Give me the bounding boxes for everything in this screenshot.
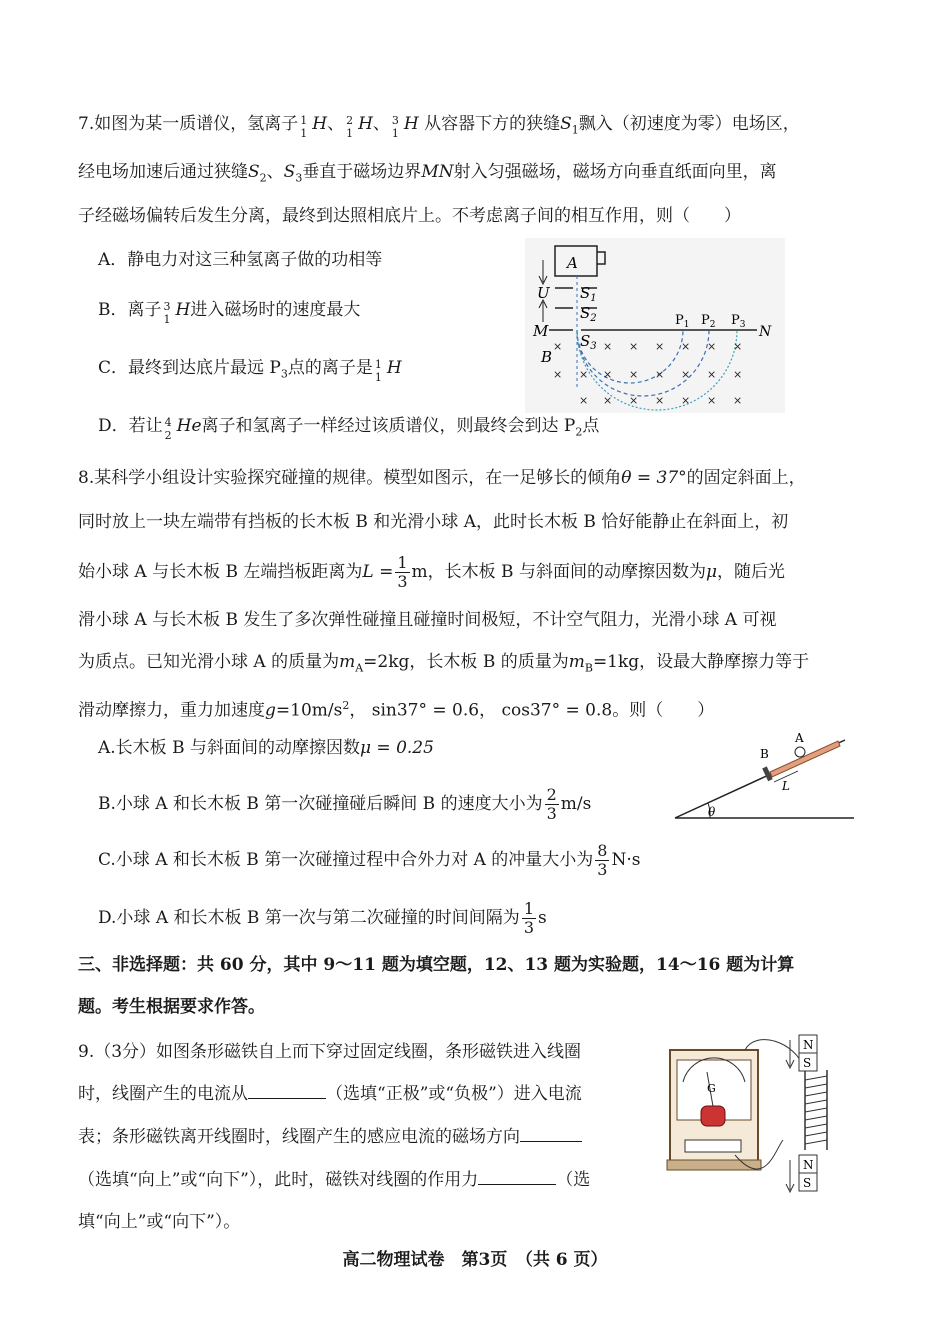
label-a: A [567,254,578,272]
label-b: B [541,348,553,366]
q9-line3: 表；条形磁铁离开线圈时，线圈产生的感应电流的磁场方向 [78,1125,582,1149]
galvanometer-coil-figure [655,1030,855,1200]
svg-text:×: × [603,368,613,381]
coil-icon [805,1070,827,1150]
q8-option-c: C.小球 A 和长木板 B 第一次碰撞过程中合外力对 A 的冲量大小为 $\frac{8}{3}$ N·s [98,841,641,879]
svg-text:×: × [579,394,589,407]
board-b [770,741,840,777]
blank-3[interactable] [478,1168,556,1185]
magnet-bottom-icon [799,1155,817,1191]
label-p2: $P_2$ [701,313,716,330]
svg-text:S: S [803,1176,812,1190]
ball-a [795,747,805,757]
q9-line4: （选填“向上”或“向下”），此时，磁铁对线圈的作用力 （选 [78,1170,591,1190]
blank-2[interactable] [520,1125,582,1142]
svg-text:×: × [603,340,613,353]
ion-h1: 1 1 [300,114,308,140]
q8-line1: 8.某科学小组设计实验探究碰撞的规律。模型如图示，在一足够长的倾角θ = 37°的固定斜面上， [78,468,806,488]
label-p1: $P_1$ [675,313,690,330]
q7-option-a: A．静电力对这三种氢离子做的功相等 [98,250,383,270]
q8-line6: 滑动摩擦力，重力加速度$g=10m/s^2$， sin37° = 0.6， cos37° = 0.8。则（ ） [78,699,715,721]
q8-option-a: A.长木板 B 与斜面间的动摩擦因数μ = 0.25 [98,738,434,758]
page-footer: 高二物理试卷 第3页 （共 6 页） [342,1250,608,1270]
svg-text:N: N [803,1158,814,1172]
label-l: L [782,779,790,793]
label-s3: $S_3$ [580,332,597,352]
q8-option-d: D.小球 A 和长木板 B 第一次与第二次碰撞的时间间隔为 $\frac{1}{3}$ s [98,899,547,937]
svg-text:×: × [655,340,665,353]
svg-text:×: × [733,368,743,381]
svg-text:×: × [655,394,665,407]
svg-text:×: × [707,368,717,381]
label-theta: θ [708,805,716,819]
svg-text:×: × [733,394,743,407]
svg-text:×: × [579,368,589,381]
label-g: G [707,1082,716,1095]
q7-line3: 子经磁场偏转后发生分离，最终到达照相底片上。不考虑离子间的相互作用，则（ ） [78,206,741,226]
svg-text:×: × [553,368,563,381]
q8-line2: 同时放上一块左端带有挡板的长木板 B 和光滑小球 A，此时长木板 B 恰好能静止在斜面上，初 [78,512,789,532]
svg-text:×: × [655,368,665,381]
ion-h3: 3 1 [391,114,399,140]
svg-text:N: N [803,1038,814,1052]
label-p3: $P_3$ [731,313,746,330]
q9-line5: 填“向上”或“向下”）。 [78,1212,241,1232]
q7-line2: 经电场加速后通过狭缝$S_2$、$S_3$垂直于磁场边界MN射入匀强磁场，磁场方向垂直纸面向里，离 [78,162,777,185]
q7-line1: 7.如图为某一质谱仪，氢离子 1 1 H、 2 1 H、 3 1 H 从容器下方的狭缝$S_1$飘入（初速度为零）电场区， [78,114,800,140]
svg-text:×: × [629,394,639,407]
label-s2: $S_2$ [580,304,597,324]
q8-line5: 为质点。已知光滑小球 A 的质量为$m_A=2kg$，长木板 B 的质量为$m_B=1kg$，设最大静摩擦力等于 [78,652,810,675]
q7-option-d: D．若让 4 2 He离子和氢离子一样经过该质谱仪，则最终会到达 $P_2$点 [98,416,600,442]
label-n: N [759,324,772,340]
q7-option-b: B．离子 3 1 H进入磁场时的速度最大 [98,300,361,326]
incline-figure [670,730,860,830]
label-m: M [533,322,549,340]
q8-line4: 滑小球 A 与长木板 B 发生了多次弹性碰撞且碰撞时间极短，不计空气阻力，光滑小球 A 可视 [78,610,777,630]
label-b-fig: B [760,747,769,761]
svg-text:×: × [629,340,639,353]
svg-text:×: × [681,368,691,381]
svg-text:×: × [707,394,717,407]
q8-option-b: B.小球 A 和长木板 B 第一次碰撞碰后瞬间 B 的速度大小为 $\frac{2}{3}$ m/s [98,785,592,823]
section3-line2: 题。考生根据要求作答。 [78,997,265,1017]
q9-line1: 9.（3分）如图条形磁铁自上而下穿过固定线圈，条形磁铁进入线圈 [78,1042,582,1062]
label-a-fig: A [795,731,804,745]
blank-1[interactable] [248,1082,326,1099]
q7-option-c: C．最终到达底片最远 $P_3$点的离子是 1 1 H [98,358,402,384]
svg-text:×: × [707,340,717,353]
q9-line2: 时，线圈产生的电流从 （选填“正极”或“负极”）进入电流 [78,1084,582,1104]
svg-text:×: × [553,340,563,353]
svg-text:×: × [681,340,691,353]
label-u: U [537,284,550,302]
section3-line1: 三、非选择题：共 60 分，其中 9～11 题为填空题，12、13 题为实验题，14～16 题为计算 [78,955,795,975]
label-s1: $S_1$ [580,284,597,304]
svg-text:×: × [603,394,613,407]
q8-line3: 始小球 A 与长木板 B 左端挡板距离为L = $\frac{1}{3}$ m，长木板 B 与斜面间的动摩擦因数为μ，随后光 [78,553,786,591]
ion-h2: 2 1 [346,114,354,140]
galvanometer-icon [667,1050,761,1170]
magnet-top-icon [799,1035,817,1071]
svg-text:×: × [629,368,639,381]
svg-text:S: S [803,1056,812,1070]
svg-text:×: × [733,340,743,353]
svg-text:×: × [681,394,691,407]
mass-spectrometer-figure [525,238,785,413]
